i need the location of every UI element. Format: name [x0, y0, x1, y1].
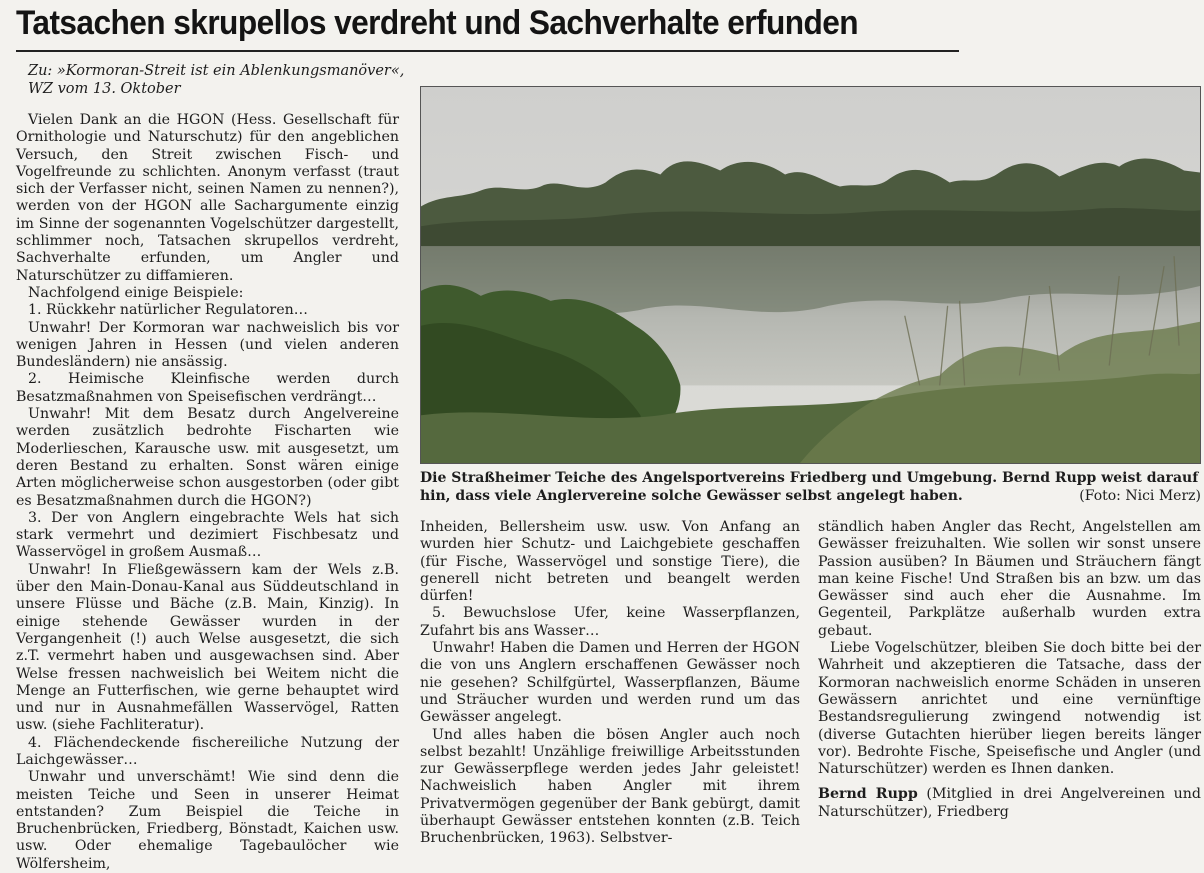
paragraph: Unwahr und unverschämt! Wie sind denn die meisten Teiche und Seen in unserer Heimat entstanden? Zum Beispiel die Teiche in Bruchenbrücken, Friedberg, Bönstadt, Kaichen usw. usw. Oder ehemalige Tagebaulöcher wie Wölfersheim, [16, 769, 399, 872]
paragraph: 4. Flächendeckende fischereiliche Nutzung der Laichgewässer… [16, 734, 399, 768]
paragraph: Nachfolgend einige Beispiele: [28, 284, 244, 301]
signature [818, 786, 1201, 821]
reference-line: Zu: »Kormoran-Streit ist ein Ablenkungsmanöver«, WZ vom 13. Oktober [28, 63, 405, 97]
photo-credit: (Foto: Nici Merz) [1079, 487, 1201, 504]
signature-affiliation: (Mitglied in drei Angelvereinen und Naturschützer), Friedberg [818, 786, 1201, 820]
lake-photo [420, 86, 1201, 464]
paragraph: Vielen Dank an die HGON (Hess. Gesellschaft für Ornithologie und Naturschutz) für den angeblichen Versuch, den Streit zwischen Fisch- und Vogelfreunde zu schlichten. Anonym verfasst (traut sich der Verfasser nicht, seinen Namen zu nennen?), werden von der HGON alle Sachargumente einzig im Sinne der sogenannten Vogelschützer dargestellt, schlimmer noch, Tatsachen skrupellos verdreht, Sachverhalte erfunden, um Angler und Naturschützer zu diffamieren. [16, 112, 399, 284]
paragraph: Unwahr! Haben die Damen und Herren der HGON die von uns Anglern erschaffenen Gewässer noch nie gesehen? Schilfgürtel, Wasserpflanzen, Bäume und Sträucher wurden und werden rund um das Gewässer angelegt. [420, 640, 800, 726]
paragraph: 5. Bewuchslose Ufer, keine Wasserpflanzen, Zufahrt bis ans Wasser… [420, 605, 800, 639]
headline-rule [16, 50, 959, 52]
paragraph: 2. Heimische Kleinfische werden durch Besatzmaßnahmen von Speisefischen verdrängt… [16, 371, 399, 405]
photo-caption [420, 470, 1201, 505]
caption-text: Die Straßheimer Teiche des Angelsportvereins Friedberg und Umgebung. Bernd Rupp weist darauf hin, dass viele Anglervereine solche Gewässer selbst angelegt haben. [420, 470, 1199, 504]
column-2 [420, 519, 800, 848]
paragraph: Unwahr! In Fließgewässern kam der Wels z.B. über den Main-Donau-Kanal aus Süddeutschland in unsere Flüsse und Bäche (z.B. Main, Kinzig). In einige stehende Gewässer wurden in der Vergangenheit (!) auch Welse ausgesetzt, die sich z.T. vermehrt haben und ausgewachsen sind. Aber Welse fressen nachweislich bei Weitem nicht die Menge an Futterfischen, wie gerne behauptet wird und nur in Ausnahmefällen Wasservögel, Ratten usw. (siehe Fachliteratur). [16, 561, 399, 734]
column-1 [16, 112, 399, 873]
column-3 [818, 519, 1201, 821]
paragraph: 1. Rückkehr natürlicher Regulatoren… [28, 302, 308, 319]
paragraph: Unwahr! Mit dem Besatz durch Angelvereine werden zusätzlich bedrohte Fischarten wie Moderlieschen, Karausche usw. mit ausgesetzt, um deren Bestand zu erhalten. Sonst wären einige Arten möglicherweise schon ausgestorben (oder gibt es Besatzmaßnahmen durch die HGON?) [16, 406, 399, 509]
headline: Tatsachen skrupellos verdreht und Sachverhalte erfunden [16, 4, 859, 42]
paragraph: 3. Der von Anglern eingebrachte Wels hat sich stark vermehrt und dezimiert Fischbesatz und Wasservögel in großem Ausmaß… [16, 509, 399, 561]
paragraph: Unwahr! Der Kormoran war nachweislich bis vor wenigen Jahren in Hessen (und vielen anderen Bundesländern) nie ansässig. [16, 319, 399, 371]
paragraph: Und alles haben die bösen Angler auch noch selbst bezahlt! Unzählige freiwillige Arbeitsstunden zur Gewässerpflege werden jedes Jahr geleistet! Nachweislich haben Angler mit ihrem Privatvermögen gegenüber der Bank gebürgt, damit überhaupt Gewässer entstehen konnten (z.B. Teich Bruchenbrücken, 1963). Selbstver- [420, 726, 800, 847]
signature-name: Bernd Rupp [818, 786, 918, 803]
paragraph: Inheiden, Bellersheim usw. usw. Von Anfang an wurden hier Schutz- und Laichgebiete geschaffen (für Fische, Wasservögel und sonstige Tiere), die generell nicht betreten und beangelt werden dürfen! [420, 519, 800, 605]
paragraph: Liebe Vogelschützer, bleiben Sie doch bitte bei der Wahrheit und akzeptieren die Tatsache, dass der Kormoran nachweislich enorme Schäden in unseren Gewässern anrichtet und eine vernünftige Bestandsregulierung zwingend notwendig ist (diverse Gutachten hierüber liegen bereits länger vor). Bedrohte Fische, Speisefische und Angler (und Naturschützer) werden es Ihnen danken. [818, 640, 1201, 778]
lake-photo-image [421, 87, 1200, 463]
paragraph: ständlich haben Angler das Recht, Angelstellen am Gewässer freizuhalten. Wie sollen wir sonst unsere Passion ausüben? In Bäumen und Sträuchern fängt man keine Fische! Und Straßen bis an bzw. um das Gewässer sind auch eher die Ausnahme. Im Gegenteil, Parkplätze außerhalb wurden extra gebaut. [818, 519, 1201, 639]
